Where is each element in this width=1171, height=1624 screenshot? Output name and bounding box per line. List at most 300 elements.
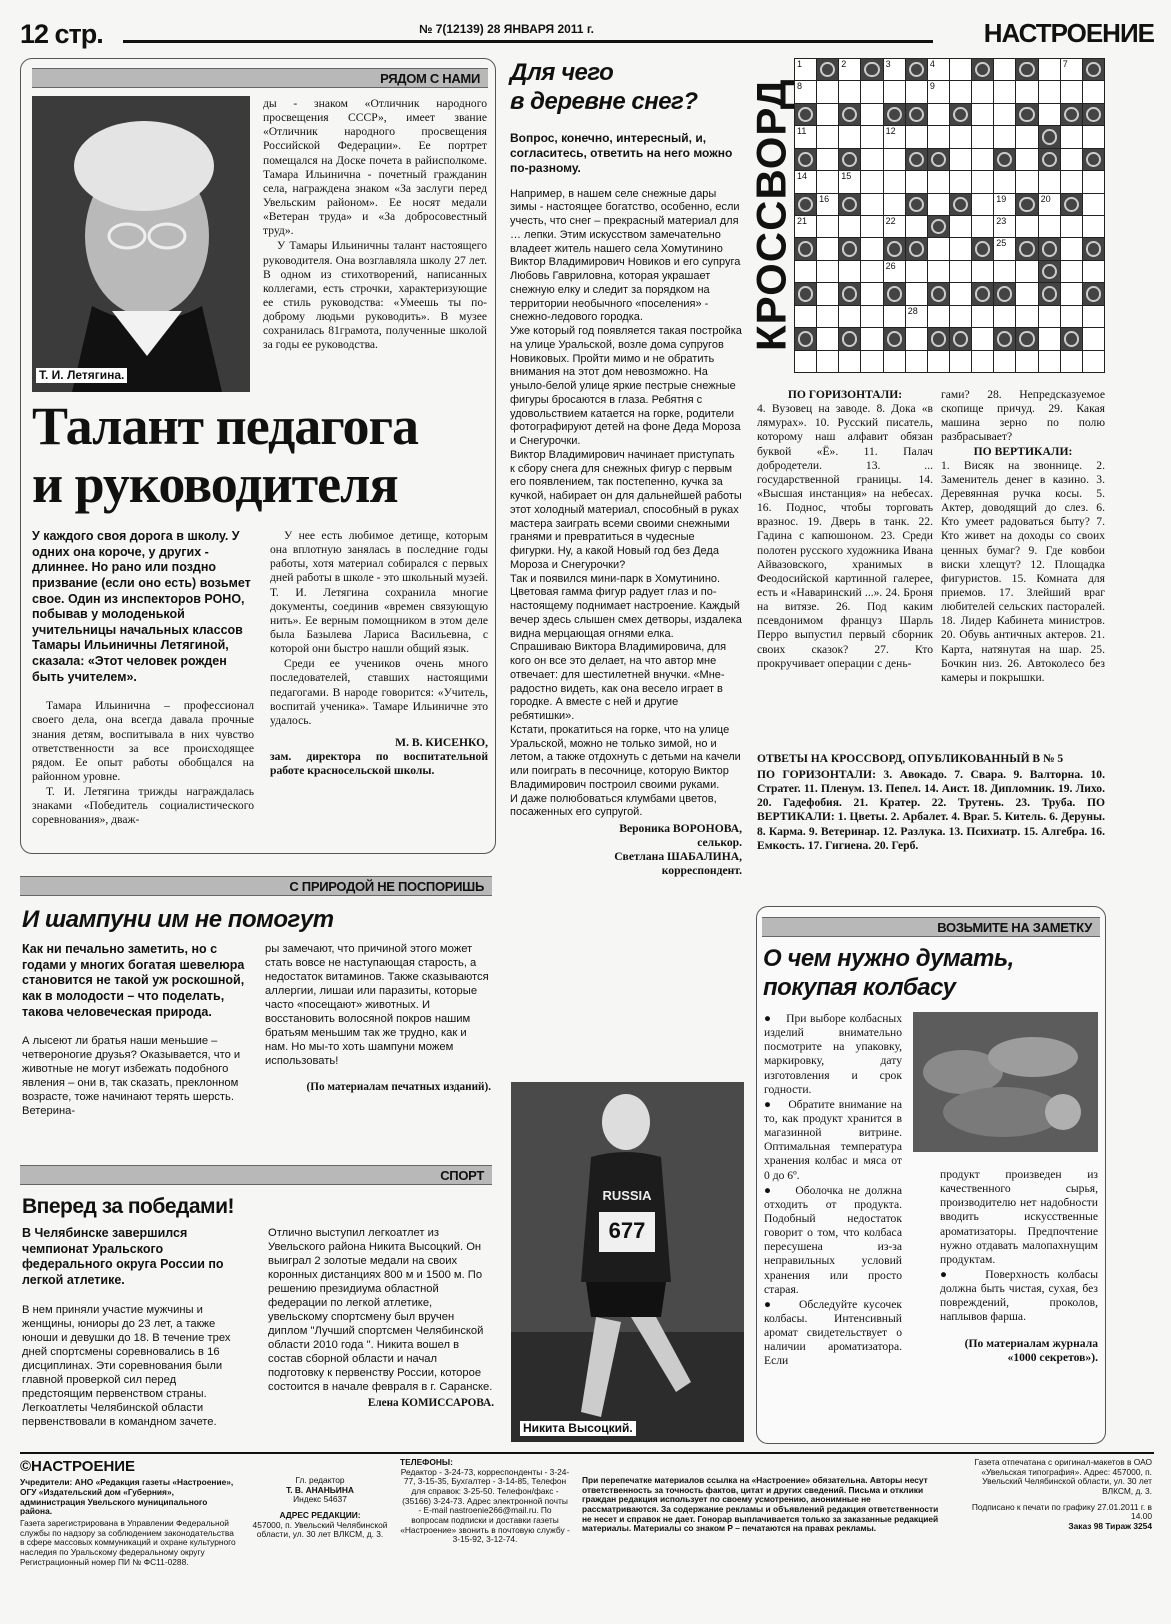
crossword-cell [971,305,994,328]
sausage-left-column [764,1012,902,1370]
crossword-cell [883,350,906,373]
crossword-cell [971,125,994,148]
bullet-icon: ● [764,1012,787,1025]
crossword-black-cell [1060,193,1083,216]
crossword-number: 26 [885,260,896,271]
sport-headline: Вперед за победами! [22,1195,234,1218]
crossword-cell [993,80,1016,103]
crossword-cell [838,350,861,373]
crossword-cell [1060,170,1083,193]
crossword-black-cell [1038,282,1061,305]
crossword-black-cell [905,237,928,260]
crossword-cell [860,193,883,216]
crossword-cell [838,58,861,81]
crossword-cell [1015,215,1038,238]
crossword-black-cell [1015,193,1038,216]
crossword-cell [1082,193,1105,216]
snow-body [510,188,742,821]
shampoo-headline: И шампуни им не помогут [22,906,334,933]
paragraph: Тамара Ильинична – профессионал своего дела, она всегда давала прочные знания детям, воспитывала в них чувство ответственности за все происходящее рядом. Ее опыт работы обобщался на районном уровне. [32,699,254,783]
sausage-image [913,1012,1098,1152]
down-title: ПО ВЕРТИКАЛИ: [973,444,1073,458]
crossword-cell [905,305,928,328]
footer-printing: Газета отпечатана с оригинал-макетов в ОАО «Увельская типография». Адрес: 457000, п. Увельский Челябинской области, ул. 30 лет ВЛКСМ, д. 3. [974,1457,1152,1496]
crossword-cell [927,103,950,126]
talent-lead: У каждого своя дорога в школу. У одних она короче, у других - длиннее. Но рано или поздно призвание (если оно есть) возьмет свое. Один из инспекторов РОНО, побывав у молоденькой учительницы начальных классов Тамары Ильиничны Летягиной, сказала: «Этот человек рожден быть учителем». [32,529,251,684]
crossword-cell [860,170,883,193]
issue-info: № 7(12139) 28 ЯНВАРЯ 2011 г. [415,22,598,37]
crossword-cell [794,260,817,283]
sport-right-column [268,1226,494,1410]
footer-notes-block [582,1476,942,1534]
crossword-cell [860,305,883,328]
crossword-cell [971,327,994,350]
crossword-black-cell [993,327,1016,350]
crossword-cell [905,282,928,305]
crossword-cell [883,193,906,216]
paragraph: ● Поверхность колбасы должна быть чистая, сухая, без повреждений, проколов, наплывов фарша. [940,1267,1098,1324]
crossword-number: 14 [797,171,808,182]
crossword-cell [949,215,972,238]
portrait-image [32,96,250,392]
shampoo-source: (По материалам печатных изданий). [306,1081,491,1093]
bullet-icon: ● [764,1097,789,1111]
crossword-grid [794,58,1104,372]
crossword-cell [993,215,1016,238]
sport-left-column [22,1226,248,1429]
crossword-cell [949,125,972,148]
crossword-answers [757,752,1105,853]
paragraph: У Тамары Ильиничны талант настоящего руководителя. Она возглавляла школу 27 лет. В одном из стихотворений, написанных коллегами, есть строчки, характеризующие ее стиль руководства: «Умеешь ты по-доброму людьми руководить». В музее сохранилась 81грамота, полученные школой за годы ее руководства. [263,239,487,352]
crossword-cell [927,350,950,373]
crossword-black-cell [1038,237,1061,260]
footer-registration: Газета зарегистрирована в Управлении Федеральной службы по надзору за соблюдением законодательства в сфере массовых коммуникаций и охране культурного наследия по Уральскому федеральному округу [20,1517,236,1557]
paragraph: ды - знаком «Отличник народного просвещения СССР», имеет звание «Отличник народного просвещения Российской Федерации». Ее портрет помещался на Доске почета в райисполкоме. Тамара Ильинична - почетный гражданин села, награждена знаком «За заслуги перед Увельским районом». Ее носят медали «Ветеран труда» и «За добросовестный труд». [263,97,487,238]
crossword-black-cell [838,103,861,126]
crossword-cell [1082,215,1105,238]
crossword-black-cell [1082,58,1105,81]
crossword-number: 8 [797,81,803,92]
crossword-across [757,388,933,671]
crossword-cell [905,350,928,373]
crossword-cell [860,125,883,148]
crossword-cell [860,350,883,373]
crossword-cell [971,215,994,238]
snow-lead: Вопрос, конечно, интересный, и, согласитесь, ответить на него можно по-разному. [510,130,733,175]
crossword-black-cell [860,58,883,81]
crossword-cell [1015,148,1038,171]
header-rule [123,40,933,43]
crossword-cell [927,237,950,260]
crossword-cell [1038,103,1061,126]
talent-left-column [32,529,254,829]
talent-title-line: и руководителя [32,453,398,514]
crossword-cell [1038,58,1061,81]
crossword-cell [1082,350,1105,373]
sausage-rubric: ВОЗЬМИТЕ НА ЗАМЕТКУ [762,917,1100,937]
paragraph: И даже полюбоваться клумбами цветов, посаженных его супругой. [510,792,717,819]
snow-article [510,58,742,879]
crossword-cell [1082,170,1105,193]
crossword-black-cell [838,193,861,216]
footer-notes: При перепечатке материалов ссылка на «Настроение» обязательна. Авторы несут ответственность за точность фактов, цитат и других сведений. Письма и отклики граждан редакция использует по своему усмотрению, анонимные не рассматриваются. За содержание рекламы и объявлений редакция ответственности не несет и справок не дает. Гонорар выплачивается только за заказанные редакцией материалы. Материалы со знаком Р – печатаются на правах рекламы. [582,1475,939,1534]
crossword-cell [838,260,861,283]
crossword-cell [993,350,1016,373]
sausage-photo [913,1012,1098,1152]
sport-rubric: СПОРТ [20,1165,492,1185]
crossword-cell [1038,305,1061,328]
shampoo-lead: Как ни печально заметить, но с годами у многих богатая шевелюра становится не такой уж роскошной, как в молодости – что поделать, такова человеческая природа. [22,942,245,1019]
crossword-black-cell [971,237,994,260]
crossword-cell [1038,215,1061,238]
paragraph: А лысеют ли братья наши меньшие – четвероногие друзья? Оказывается, что и животные не могут избежать подобного явления – они в, так сказать, преклонном возрасте, тоже начинают терять шерсть. Ветерина- [22,1035,241,1118]
shampoo-left-column [22,942,248,1118]
paragraph: ры замечают, что причиной этого может стать вовсе не наступающая старость, а недостаток витаминов. Также сказываются аллергии, лишаи или паразиты, которые часто «посещают» животных. И восстановить волосяной покров нашим братьям меньшим так же трудно, как и нам. Но мы-то хоть шампуни можем использовать! [265,943,489,1067]
crossword-number: 11 [797,126,807,137]
crossword-cell [816,103,839,126]
crossword-black-cell [838,148,861,171]
crossword-cell [816,170,839,193]
crossword-cell [1015,282,1038,305]
paragraph: Спрашиваю Виктора Владимировича, для кого он все это делает, на что автор мне отвечает: для шестилетней внучки. «Мне-радостно видеть, как она весело играет в городке. А вместе с ней и другие ребятишки». [510,641,727,723]
sausage-source: (По материалам журнала «1000 секретов»). [964,1336,1098,1364]
crossword-black-cell [794,148,817,171]
crossword-cell [794,58,817,81]
crossword-cell [971,193,994,216]
crossword-cell [1082,80,1105,103]
crossword-number: 3 [885,59,891,69]
crossword-cell [949,80,972,103]
crossword-black-cell [905,193,928,216]
paragraph: В нем приняли участие мужчины и женщины, юниоры до 23 лет, а также юноши и девушки до 18. В течение трех дней спортсмены соревновались в 16 дисциплинах. Эти соревнования были главной проверкой сил перед предстоящим первенством страны. Легкоатлеты Челябинской области первенствовали в командном зачете. [22,1303,231,1428]
crossword-cell [838,215,861,238]
crossword-cell [816,148,839,171]
crossword-cell [1038,80,1061,103]
crossword-black-cell [794,103,817,126]
crossword-cell [883,170,906,193]
crossword-number: 25 [996,238,1007,249]
crossword-cell [816,125,839,148]
crossword-cell [927,305,950,328]
crossword-cell [794,305,817,328]
crossword-cell [816,305,839,328]
crossword-number: 23 [996,216,1007,226]
crossword-cell [993,305,1016,328]
crossword-number: 4 [929,59,935,69]
crossword-number: 2 [841,59,847,69]
crossword-number: 21 [797,216,808,226]
crossword-cell [1060,305,1083,328]
crossword-cell [838,305,861,328]
crossword-black-cell [1082,148,1105,171]
paragraph: Уже который год появляется такая постройка на улице Уральской, возле дома супругов Новиковых. Пройти мимо и не обратить внимания на этот дом невозможно. На унылo-белой улице яркие пестрые снежные фигуры бросаются в глаза. Ребятня с удовольствием катается на горке, родители фотографируют детей на фоне Деда Мороза и Снегурочки. [510,325,742,448]
crossword-cell [816,327,839,350]
page-number: 12 стр. [20,19,103,49]
snow-author2: Светлана ШАБАЛИНА, [614,850,742,864]
crossword-cell [949,282,972,305]
crossword-cell [905,80,928,103]
crossword-cell [794,80,817,103]
bullet-icon: ● [764,1183,796,1197]
crossword-black-cell [1015,103,1038,126]
sausage-headline [763,944,1103,1003]
talent-headline [32,398,492,514]
footer-order: Заказ 98 Тираж 3254 [1068,1520,1152,1531]
crossword-cell [794,125,817,148]
crossword-black-cell [1015,58,1038,81]
crossword-black-cell [1082,237,1105,260]
crossword-black-cell [838,237,861,260]
crossword-cell [816,350,839,373]
snow-title-line: Для чего [510,59,614,86]
footer-editor-block [250,1476,390,1540]
crossword-cell [949,237,972,260]
crossword-black-cell [949,193,972,216]
crossword-number: 12 [885,126,896,137]
shirt-text: RUSSIA [602,1188,652,1203]
crossword-cell [1015,260,1038,283]
crossword-cell [860,103,883,126]
crossword-cell [949,350,972,373]
crossword-cell [927,80,950,103]
footer-phones-title: ТЕЛЕФОНЫ: [400,1457,453,1467]
crossword-cell [1015,125,1038,148]
crossword-black-cell [1015,327,1038,350]
talent-title-line: Талант педагога [32,396,418,456]
footer-logo: ©НАСТРОЕНИЕ [20,1458,136,1475]
footer-phones: Редактор - 3-24-73, корреспонденты - 3-24-77, 3-15-35, Бухгалтер - 3-14-85, Телефон для справок: 3-25-50. Телефон/факс - (35166) 3-24-73. Адрес электронной почты - E-mail nastroenie266@mail.ru. По вопросам подписки и доставки газеты «Настроение» звонить в почтовую службу - 3-15-92, 3-12-74. [400,1466,570,1545]
footer-editor: Т. В. АНАНЬИНА [286,1484,354,1495]
crossword-cell [838,125,861,148]
paragraph: Среди ее учеников очень много последователей, ставших настоящими педагогами. В народе говорится: «Учитель, воспитай ученика». Тамаре Ильиничне это удалось. [270,657,488,727]
crossword-black-cell [883,103,906,126]
crossword-black-cell [905,58,928,81]
crossword-cell [1060,80,1083,103]
crossword-cell [860,215,883,238]
crossword-cell [860,327,883,350]
crossword-black-cell [927,282,950,305]
crossword-black-cell [794,193,817,216]
letyagina-photo [32,96,250,392]
crossword-cell [1060,237,1083,260]
crossword-black-cell [971,282,994,305]
crossword-cell [883,215,906,238]
crossword-cell [816,282,839,305]
crossword-black-cell [1082,282,1105,305]
page-footer [20,1452,1154,1610]
crossword-cell [949,148,972,171]
footer-address: 457000, п. Увельский Челябинской области, ул. 30 лет ВЛКСМ, д. 3. [252,1519,388,1540]
footer-founders-block [20,1458,240,1567]
crossword-black-cell [1060,103,1083,126]
footer-index: Индекс 54637 [293,1494,347,1505]
crossword-cell [993,170,1016,193]
crossword-cell [883,125,906,148]
paragraph: Кстати, прокатиться на горке, что на улице Уральской, можно не только зимой, но и летом, а также отдохнуть с детьми на качели или поиграть в песочнице, которую Виктор Владимирович построил своими руками. [510,723,741,791]
crossword-cell [883,58,906,81]
crossword-cell [794,350,817,373]
crossword-cell [949,170,972,193]
talent-rubric: РЯДОМ С НАМИ [32,68,488,88]
crossword-down [941,388,1105,685]
crossword-cell [905,170,928,193]
crossword-cell [1060,148,1083,171]
crossword-number: 15 [841,171,852,182]
crossword-black-cell [993,282,1016,305]
crossword-black-cell [816,58,839,81]
paragraph: У нее есть любимое детище, которым она вплотную занялась в последние годы работы, хотя материал собирался с первых дней работы в школе - это школьный музей. Т. И. Летягина сохранила многие документы, соединив «времен связующую нить». Ее верным помощником в этом деле была Базылева Лариса Васильевна, с которой они быстро нашли общий язык. [270,529,488,656]
crossword-cell [949,305,972,328]
crossword-cell [1038,193,1061,216]
crossword-cell [927,58,950,81]
crossword-cell [860,282,883,305]
crossword-black-cell [949,103,972,126]
down-clues: 1. Висяк на звоннице. 2. Заменитель денег в казино. 3. Деревянная ручка косы. 5. Актер, доводящий до слез. 6. Кто умеет радоваться быту? 7. Кто живет на доходы со своих ценных бумаг? 9. Где ковбои виски хлещут? 12. Площадка фигуристов. 15. Комната для приемов. 17. Злейший враг любителей сельских пасторалей. 18. Лидер Кабинета министров. 20. Обувь античных актеров. 21. Карта, натянутая на шар. 25. Бочкин низ. 26. Автоколесо без камеры и покрышки. [941,458,1105,684]
crossword-black-cell [905,148,928,171]
crossword-cell [883,305,906,328]
crossword-black-cell [883,237,906,260]
crossword-number: 1 [797,59,803,69]
crossword-black-cell [1038,148,1061,171]
crossword-black-cell [1038,125,1061,148]
answers-title: ОТВЕТЫ НА КРОССВОРД, ОПУБЛИКОВАННЫЙ В № 5 [757,753,1064,765]
crossword-cell [816,215,839,238]
talent-author: М. В. КИСЕНКО, [395,735,488,749]
footer-signed: Подписано к печати по графику 27.01.2011 г. в 14.00 [971,1501,1152,1522]
crossword-cell [1060,125,1083,148]
crossword-black-cell [838,282,861,305]
talent-right-column [270,529,488,778]
footer-reg-number: Регистрационный номер ПИ № ФС11-0288. [20,1556,189,1567]
bib-number: 677 [608,1218,646,1243]
crossword-number: 20 [1040,193,1051,204]
vysotsky-photo [511,1082,744,1442]
crossword-cell [1038,170,1061,193]
crossword-black-cell [794,327,817,350]
crossword-cell [1015,170,1038,193]
crossword-cell [927,125,950,148]
crossword-cell [1015,350,1038,373]
crossword-cell [1015,305,1038,328]
footer-editor-title: Гл. редактор [295,1475,345,1485]
across-clues-cont: гами? 28. Непредсказуемое скопище причуд. 29. Какая машина зерно по полю разбрасывает? [941,388,1105,444]
crossword-cell [1082,125,1105,148]
shampoo-rubric: С ПРИРОДОЙ НЕ ПОСПОРИШЬ [20,876,492,896]
paragraph: продукт произведен из качественного сырья, производителю нет надобности вводить искусственные ароматизаторы. Предпочтение нужно отдавать малопахнущим продуктам. [940,1168,1098,1266]
crossword-cell [993,125,1016,148]
crossword-black-cell [949,327,972,350]
crossword-cell [993,103,1016,126]
footer-founders: Учредители: АНО «Редакция газеты «Настроение», ОГУ «Издательский дом «Губерния», администрация Увельского муниципального района. [20,1477,234,1517]
crossword-cell [860,80,883,103]
crossword-cell [1015,80,1038,103]
crossword-cell [860,148,883,171]
crossword-black-cell [905,103,928,126]
sausage-title-line: покупая колбасу [763,974,956,1002]
crossword-cell [993,237,1016,260]
crossword-cell [816,260,839,283]
talent-photo-caption: Т. И. Летягина. [36,368,127,383]
crossword-black-cell [927,327,950,350]
answers-text: ПО ГОРИЗОНТАЛИ: 3. Авокадо. 7. Свара. 9. Валторна. 10. Стратег. 11. Пленум. 13. Пепел. 14. Аист. 18. Дипломник. 19. Лихо. 20. Гадефобия. 21. Кратер. 22. Трутень. 23. Труба. ПО ВЕРТИКАЛИ: 1. Цветы. 2. Арбалет. 4. Враг. 5. Китель. 6. Деруны. 8. Карма. 9. Ветеринар. 12. Разлука. 13. Психиатр. 15. Алгебра. 16. Емкость. 17. Гигиена. 20. Герб. [757,768,1105,852]
crossword-cell [905,260,928,283]
sport-photo-caption: Никита Высоцкий. [520,1421,636,1436]
crossword-cell [949,58,972,81]
crossword-cell [971,350,994,373]
crossword-cell [927,260,950,283]
crossword-cell [1082,305,1105,328]
crossword-cell [905,125,928,148]
crossword-cell [993,260,1016,283]
paragraph: ● Обследуйте кусочек колбасы. Интенсивный аромат свидетельствует о наличии ароматизатора. Если [764,1297,902,1368]
section-title: НАСТРОЕНИЕ [983,18,1154,48]
footer-printing-block [952,1458,1152,1532]
page-header [20,18,1154,52]
crossword-black-cell [971,58,994,81]
sport-lead: В Челябинске завершился чемпионат Уральского федерального округа России по легкой атлетике. [22,1226,224,1287]
paragraph: ● Обратите внимание на то, как продукт хранится в магазинной витрине. Оптимальная температура хранения колбас и мяса от 0 до 6º. [764,1097,902,1182]
crossword-black-cell [927,215,950,238]
paragraph: Например, в нашем селе снежные дары зимы - настоящее богатство, особенно, если учесть, что снег – прекрасный материал для … лепки. Этим искусством замечательно владеет житель нашего села Хомутинино Виктор Владимирович Новиков и его супруга Любовь Гавриловна, которая украшает снежную елку и следит за порядком на территории необычного «поселения» - снежно-ледового городка. [510,187,741,324]
crossword-cell [949,260,972,283]
paragraph: Т. И. Летягина трижды награждалась знаками «Победитель социалистического соревнования», дваж- [32,785,254,827]
crossword-cell [794,215,817,238]
crossword-cell [971,148,994,171]
crossword-cell [883,80,906,103]
crossword-black-cell [1038,260,1061,283]
talent-top-text [263,97,487,354]
across-title: ПО ГОРИЗОНТАЛИ: [787,388,903,401]
crossword-cell [816,80,839,103]
crossword-number: 22 [885,216,896,226]
bullet-icon: ● [764,1297,799,1311]
snow-author1-role: селькор. [697,836,742,850]
crossword-black-cell [1015,237,1038,260]
bullet-icon: ● [940,1267,986,1281]
crossword-cell [860,237,883,260]
snow-author1: Вероника ВОРОНОВА, [619,822,742,836]
crossword-cell [1082,327,1105,350]
crossword-cell [993,193,1016,216]
crossword-cell [927,193,950,216]
paragraph: ● При выборе колбасных изделий внимательно посмотрите на упаковку, маркировку, дату изготовления и срок годности. [764,1012,902,1096]
crossword-cell [1038,327,1061,350]
crossword-cell [971,170,994,193]
sausage-right-column [940,1168,1098,1365]
crossword-black-cell [927,148,950,171]
crossword-number: 28 [907,305,918,316]
paragraph: Отлично выступил легкоатлет из Увельского района Никита Высоцкий. Он выиграл 2 золотые медали на своих коронных дистанциях 800 м и 1500 м. По решению президиума областной федерации по легкой атлетике, увельскому спортсмену был вручен диплом "Лучший спортсмен Челябинской области 2010 года ". Никита вошел в состав сборной области и начал подготовку к первенству России, которое состоится в начале февраля в г. Саранске. [268,1227,493,1393]
crossword-cell [838,170,861,193]
crossword-cell [971,80,994,103]
sausage-title-line: О чем нужно думать, [763,945,1014,972]
talent-author-role: зам. директора по воспитательной работе красносельской школы. [270,750,488,778]
paragraph: ● Оболочка не должна отходить от продукта. Подобный недостаток говорит о том, что колбаса пересушена из-за неправильных условий хранения или просто старая. [764,1183,902,1296]
crossword-black-cell [838,327,861,350]
crossword-title: КРОССВОРД [747,78,795,352]
crossword-cell [838,80,861,103]
paragraph: Так и появился мини-парк в Хомутинино. Цветовая гамма фигур радует глаз и по-настоящему поднимает настроение. Каждый вечер здесь слышен смех детворы, издалека видна мерцающая огнями елка. [510,572,742,640]
crossword-cell [971,260,994,283]
crossword-cell [993,58,1016,81]
footer-phones-block [400,1458,570,1545]
crossword-cell [816,237,839,260]
crossword-cell [1060,260,1083,283]
crossword-cell [1060,282,1083,305]
snow-headline [510,58,742,117]
paragraph: Виктор Владимирович начинает приступать к сбору снега для снежных фигур с первым его появлением, так постепенно, кучка за кучкой, набирает он для дальнейшей работы этот холодный материал, способный в руках мастера заиграть всеми своими снежными гранями и превратиться в чудесные фигурки. Ну, а какой Новый год без Деда Мороза и Снегурочки? [510,448,742,571]
crossword-cell [860,260,883,283]
